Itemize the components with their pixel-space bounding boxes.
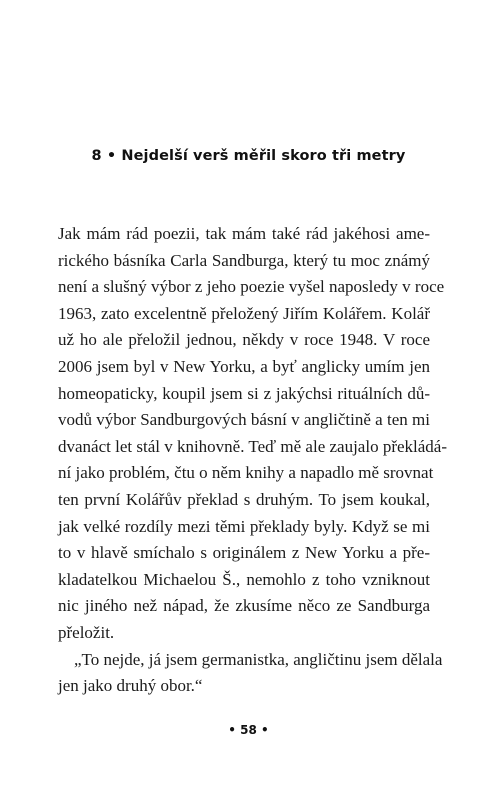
- text-line: jak velké rozdíly mezi těmi překlady byly. Když se mi: [58, 516, 430, 536]
- text-line: ní jako problém, čtu o něm knihy a napadlo mě srovnat: [58, 463, 434, 483]
- text-line: homeopaticky, koupil jsem si z jakýchsi rituálních dů-: [58, 383, 430, 403]
- text-line: dvanáct let stál v knihovně. Teď mě ale zaujalo překládá-: [58, 436, 447, 456]
- text-line: vodů výbor Sandburgových básní v angličtině a ten mi: [58, 410, 430, 430]
- text-line: jen jako druhý obor.“: [58, 676, 203, 696]
- text-line: 2006 jsem byl v New Yorku, a byť anglicky umím jen: [58, 356, 430, 376]
- text-line: už ho ale přeložil jednou, někdy v roce 1948. V roce: [58, 330, 430, 350]
- text-line: „To nejde, já jsem germanistka, angličtinu jsem dělala: [74, 649, 443, 669]
- text-line: není a slušný výbor z jeho poezie vyšel naposledy v roce: [58, 277, 445, 297]
- text-line: nic jiného než nápad, že zkusíme něco ze Sandburga: [58, 596, 430, 616]
- text-line: ten první Kolářův překlad s druhým. To jsem koukal,: [58, 489, 430, 509]
- text-line: přeložit.: [58, 622, 115, 642]
- text-line: Jak mám rád poezii, tak mám také rád jakéhosi ame-: [58, 224, 430, 243]
- text-line: to v hlavě smíchalo s originálem z New Yorku a pře-: [58, 543, 430, 563]
- text-line: rického básníka Carla Sandburga, který tu moc známý: [58, 250, 430, 270]
- body-text: [58, 221, 447, 700]
- text-line: 1963, zato excelentně přeložený Jiřím Kolářem. Kolář: [58, 303, 430, 323]
- chapter-title: 8 • Nejdelší verš měřil skoro tři metry: [91, 148, 406, 164]
- text-line: kladatelkou Michaelou Š., nemohlo z toho vzniknout: [58, 569, 430, 589]
- page-number: • 58 •: [228, 723, 269, 737]
- paragraph: [58, 647, 443, 700]
- paragraph: [58, 221, 447, 647]
